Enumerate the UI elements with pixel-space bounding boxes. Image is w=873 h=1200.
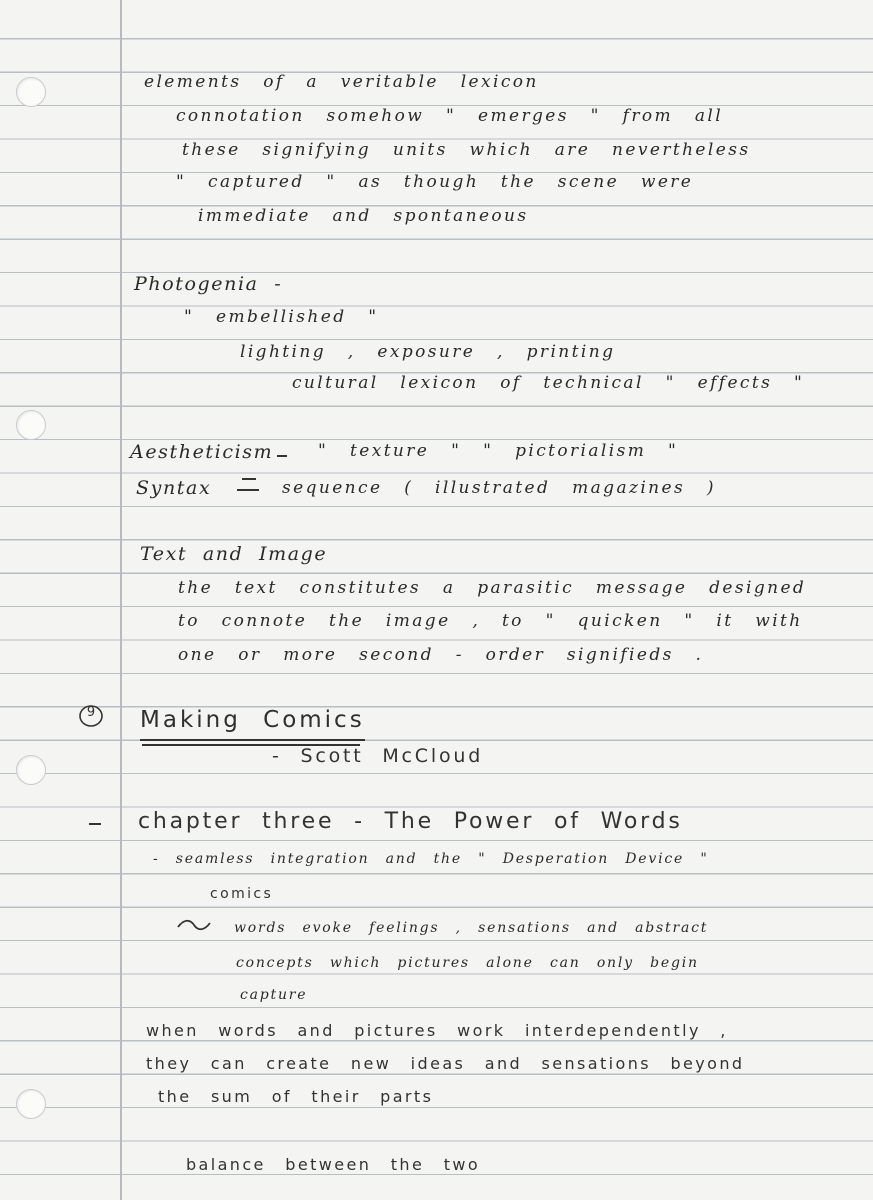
chapter-bullet-2-line-3: capture [240, 987, 308, 1003]
chapter-bullet-1-sub: comics [210, 886, 274, 902]
photogenia-line-2: lighting , exposure , printing [240, 342, 616, 362]
chapter-title: chapter three - The Power of Words [138, 809, 683, 834]
aestheticism-dash [277, 455, 287, 457]
summary-line-3: the sum of their parts [158, 1087, 434, 1106]
summary-line-1: when words and pictures work interdependently , [146, 1021, 728, 1040]
making-comics-author: - Scott McCloud [272, 745, 484, 767]
syntax-dash-top [242, 478, 256, 480]
lexicon-line-5: immediate and spontaneous [198, 206, 529, 226]
closing-line: balance between the two [186, 1155, 481, 1174]
syntax-dash [237, 489, 259, 491]
text-image-line-1: the text constitutes a parasitic message designed [178, 578, 807, 598]
photogenia-heading: Photogenia - [134, 273, 283, 295]
punch-hole [16, 755, 46, 785]
photogenia-line-1: " embellished " [184, 307, 379, 327]
punch-hole [16, 1089, 46, 1119]
summary-line-2: they can create new ideas and sensations beyond [146, 1054, 745, 1073]
lexicon-line-1: elements of a veritable lexicon [144, 72, 539, 92]
syntax-definition: sequence ( illustrated magazines ) [282, 478, 716, 498]
chapter-bullet-1: - seamless integration and the " Desperation Device " [153, 851, 709, 867]
circled-number: 9 [86, 705, 96, 720]
tilde-mark [176, 918, 212, 932]
photogenia-line-3: cultural lexicon of technical " effects " [292, 373, 805, 393]
aestheticism-definition: " texture " " pictorialism " [318, 441, 679, 461]
text-image-line-3: one or more second - order signifieds . [178, 645, 704, 665]
chapter-bullet-2-line-2: concepts which pictures alone can only begin [236, 955, 699, 971]
chapter-dash [89, 823, 101, 825]
lexicon-line-3: these signifying units which are nevertheless [182, 140, 751, 160]
chapter-bullet-2-line-1: words evoke feelings , sensations and abstract [234, 920, 709, 936]
making-comics-title: Making Comics [140, 707, 365, 733]
aestheticism-term: Aestheticism [130, 441, 274, 463]
text-image-heading: Text and Image [140, 543, 328, 565]
syntax-term: Syntax [136, 477, 212, 499]
title-underline [140, 739, 365, 741]
margin-line [120, 0, 122, 1200]
punch-hole [16, 410, 46, 440]
lexicon-line-2: connotation somehow " emerges " from all [176, 106, 724, 126]
lexicon-line-4: " captured " as though the scene were [176, 172, 694, 192]
text-image-line-2: to connote the image , to " quicken " it with [178, 611, 803, 631]
punch-hole [16, 77, 46, 107]
